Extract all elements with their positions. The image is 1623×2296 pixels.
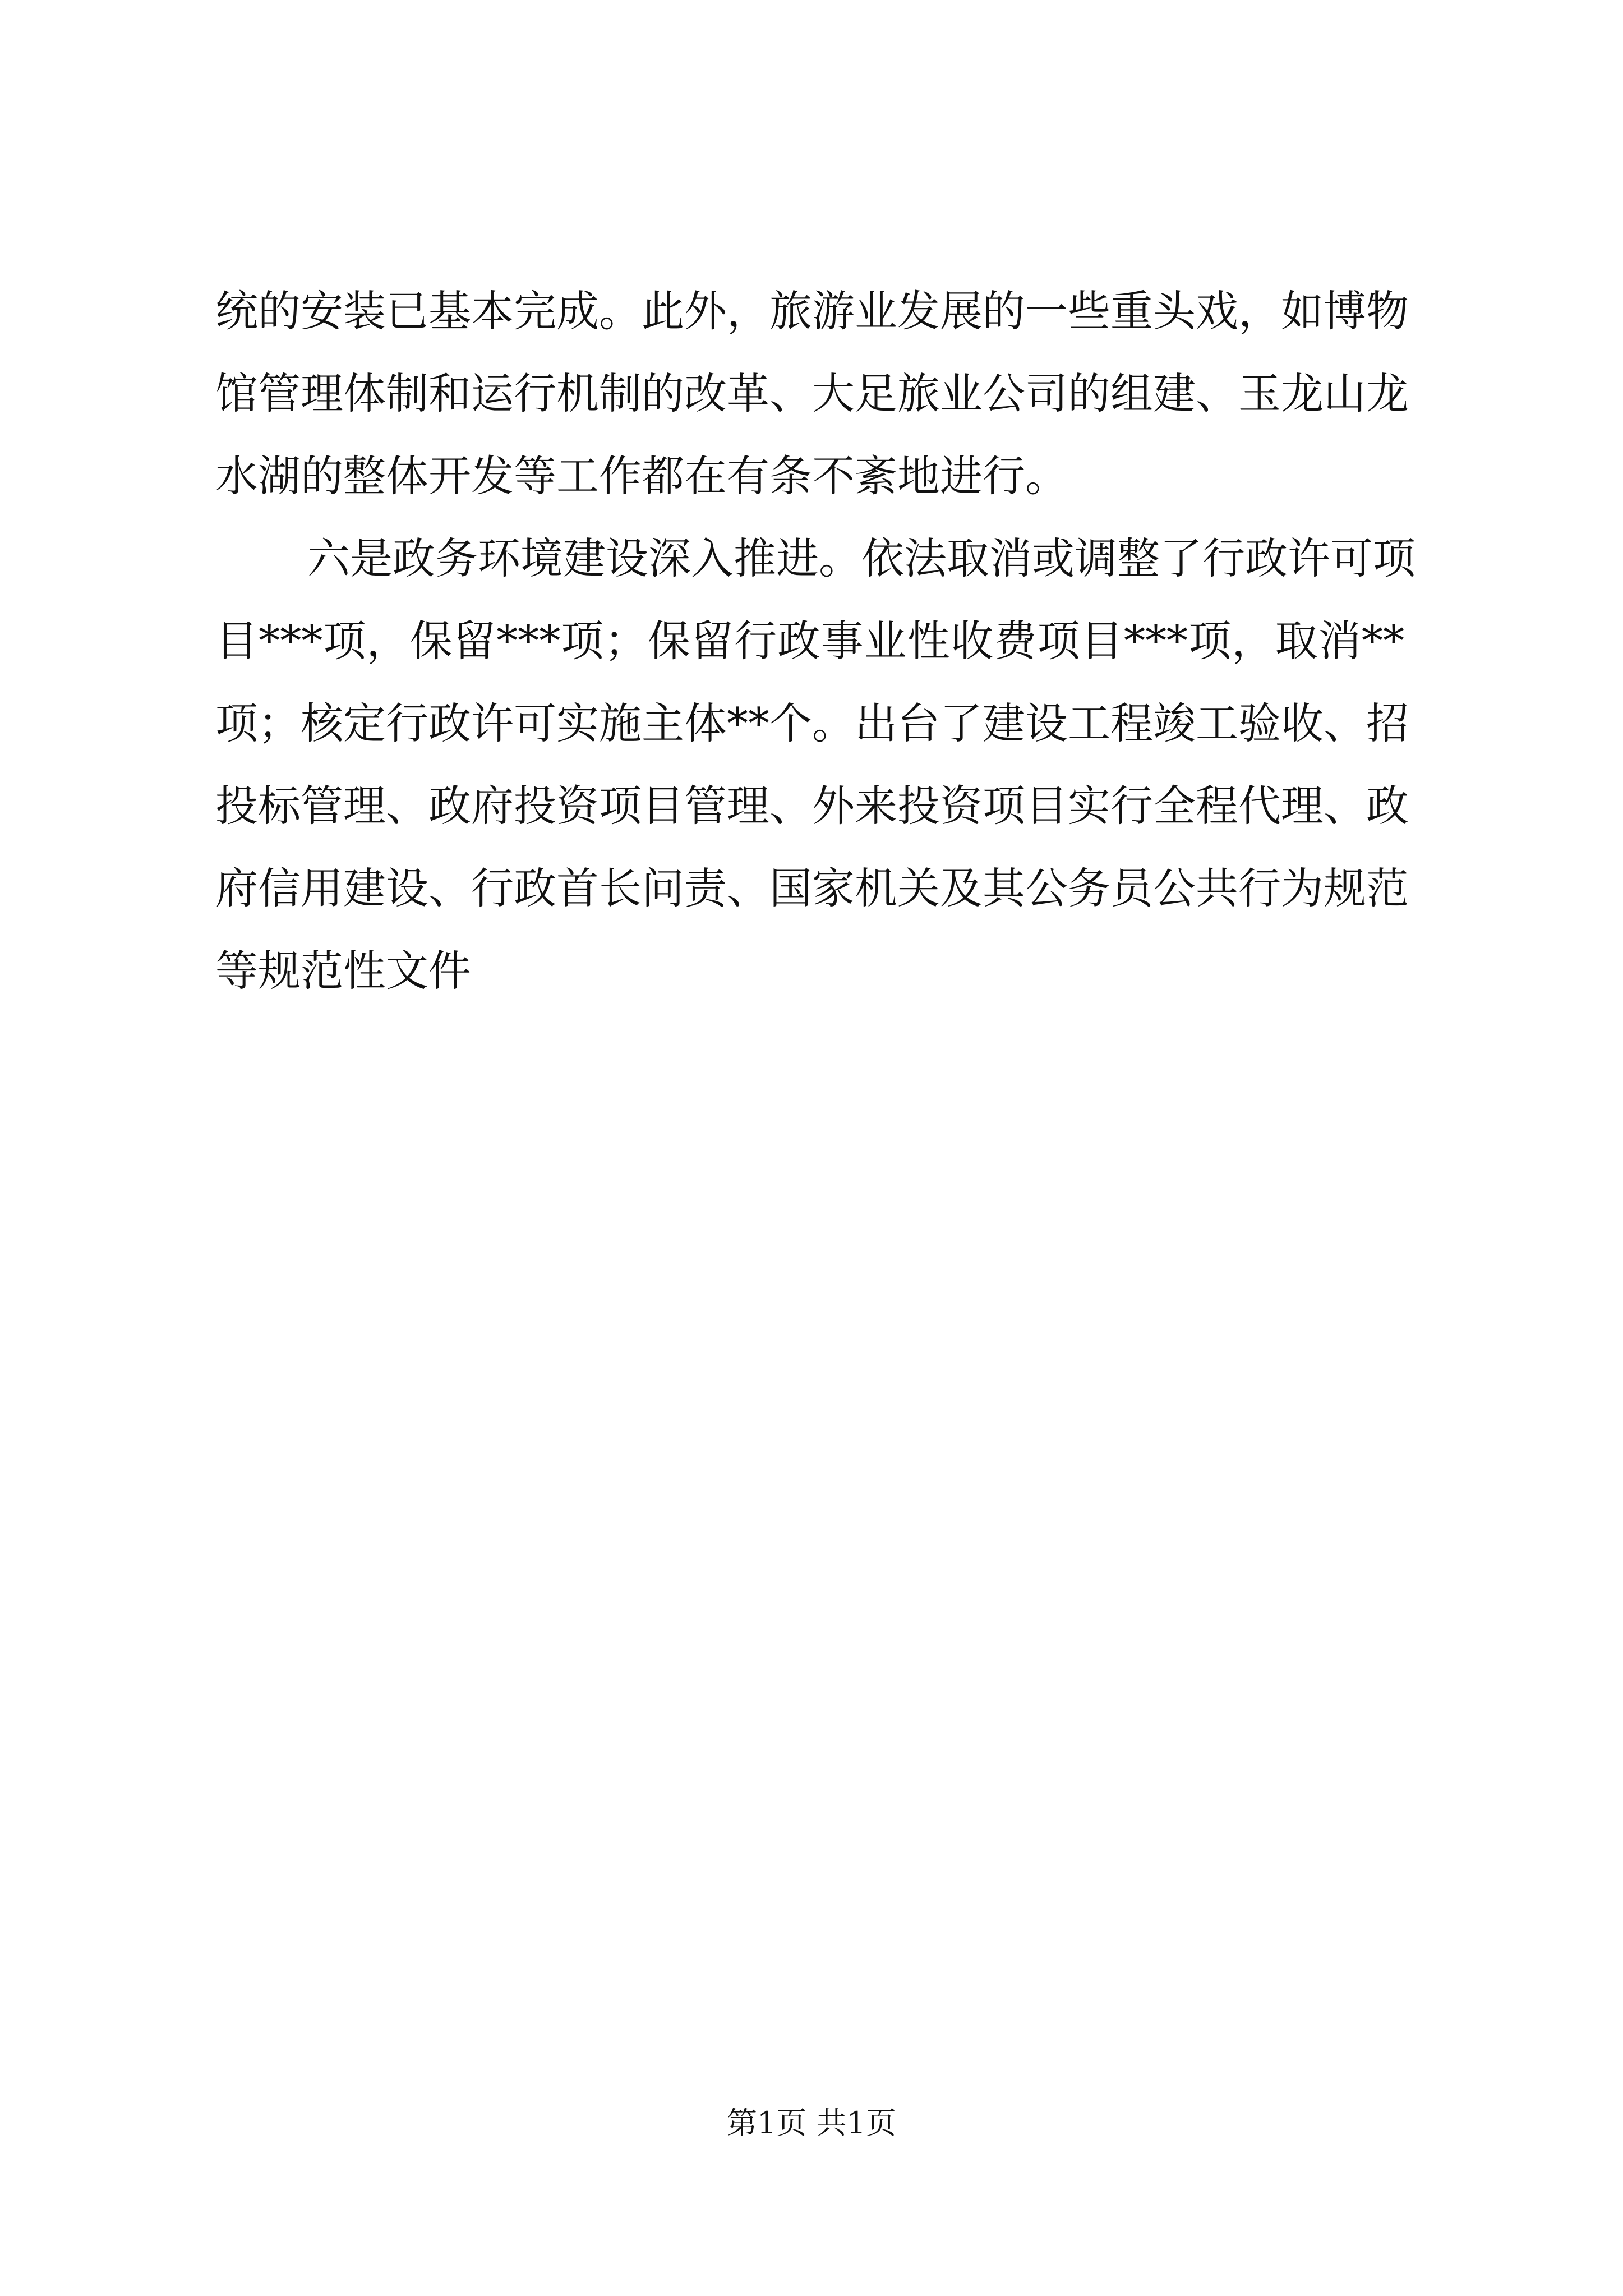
paragraph-2-line-5: 府信用建设、行政首长问责、国家机关及其公务员公共行为规范 (215, 863, 1409, 913)
paragraph-2-line-4: 投标管理、政府投资项目管理、外来投资项目实行全程代理、政 (215, 781, 1409, 831)
paragraph-2-line-6: 等规范性文件 (215, 946, 471, 996)
paragraph-1-line-1: 统的安装已基本完成。此外，旅游业发展的一些重头戏，如博物 (215, 286, 1409, 336)
paragraph-1-line-2: 馆管理体制和运行机制的改革、大足旅业公司的组建、玉龙山龙 (215, 369, 1409, 418)
paragraph-2-line-1: 六是政务环境建设深入推进。依法取消或调整了行政许可项 (307, 533, 1415, 583)
page-footer-number: 第1页 共1页 (727, 2105, 896, 2141)
paragraph-1-line-3: 水湖的整体开发等工作都在有条不紊地进行。 (215, 451, 1068, 501)
paragraph-2-line-3: 项；核定行政许可实施主体**个。出台了建设工程竣工验收、招 (215, 698, 1409, 748)
paragraph-2-line-2: 目***项，保留***项；保留行政事业性收费项目***项，取消** (215, 616, 1404, 666)
